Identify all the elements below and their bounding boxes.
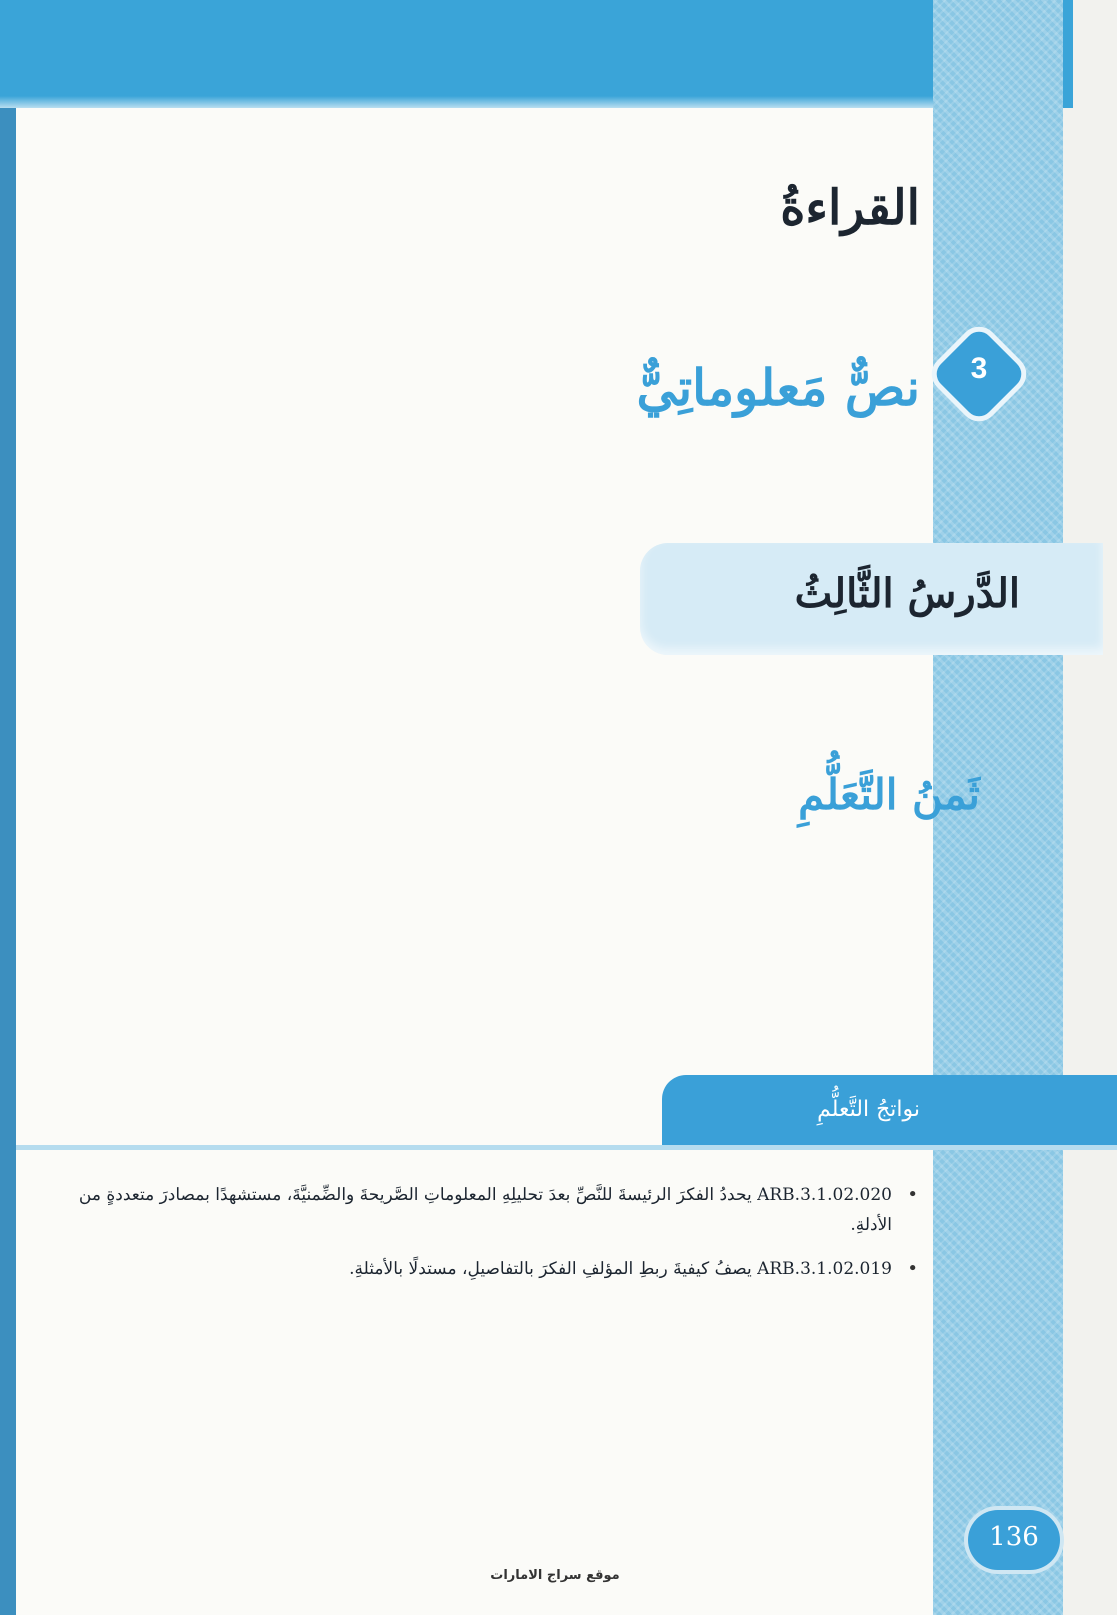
bullet-icon: • xyxy=(907,1258,918,1279)
page-number: 136 xyxy=(989,1522,1039,1552)
page-body xyxy=(16,108,933,1615)
outcome-text: ARB.3.1.02.019 يصفُ كيفيةَ ربطِ المؤلفِ الفكرَ بالتفاصيلِ، مستدلًا بالأمثلةِ. xyxy=(349,1259,892,1279)
outcome-text: ARB.3.1.02.020 يحددُ الفكرَ الرئيسةَ للنَّصِّ بعدَ تحليلِهِ المعلوماتِ الصَّريحةَ والضِّمنيَّةَ، مستشهدًا بمصادرَ متعددةٍ من الأدلةِ. xyxy=(78,1185,892,1235)
bullet-icon: • xyxy=(907,1184,918,1205)
lesson-subtitle: ثَمنُ التَّعَلُّمِ xyxy=(798,770,980,819)
list-item xyxy=(60,1180,920,1240)
unit-number: 3 xyxy=(970,352,988,385)
lesson-title: الدَّرسُ الثَّالِثُ xyxy=(794,570,1020,617)
chapter-title: القراءةُ xyxy=(780,180,920,236)
outcomes-divider xyxy=(16,1145,1117,1150)
footer-site-name: موقع سراج الامارات xyxy=(490,1568,620,1583)
unit-title: نصٌّ مَعلوماتِيٌّ xyxy=(636,358,920,417)
learning-outcomes-list xyxy=(60,1180,920,1298)
page-edge-top xyxy=(1063,0,1073,108)
list-item xyxy=(60,1254,920,1284)
left-page-strip xyxy=(0,108,16,1615)
page-edge xyxy=(1063,0,1117,1615)
learning-outcomes-heading: نواتجُ التَّعلُّمِ xyxy=(817,1097,920,1122)
